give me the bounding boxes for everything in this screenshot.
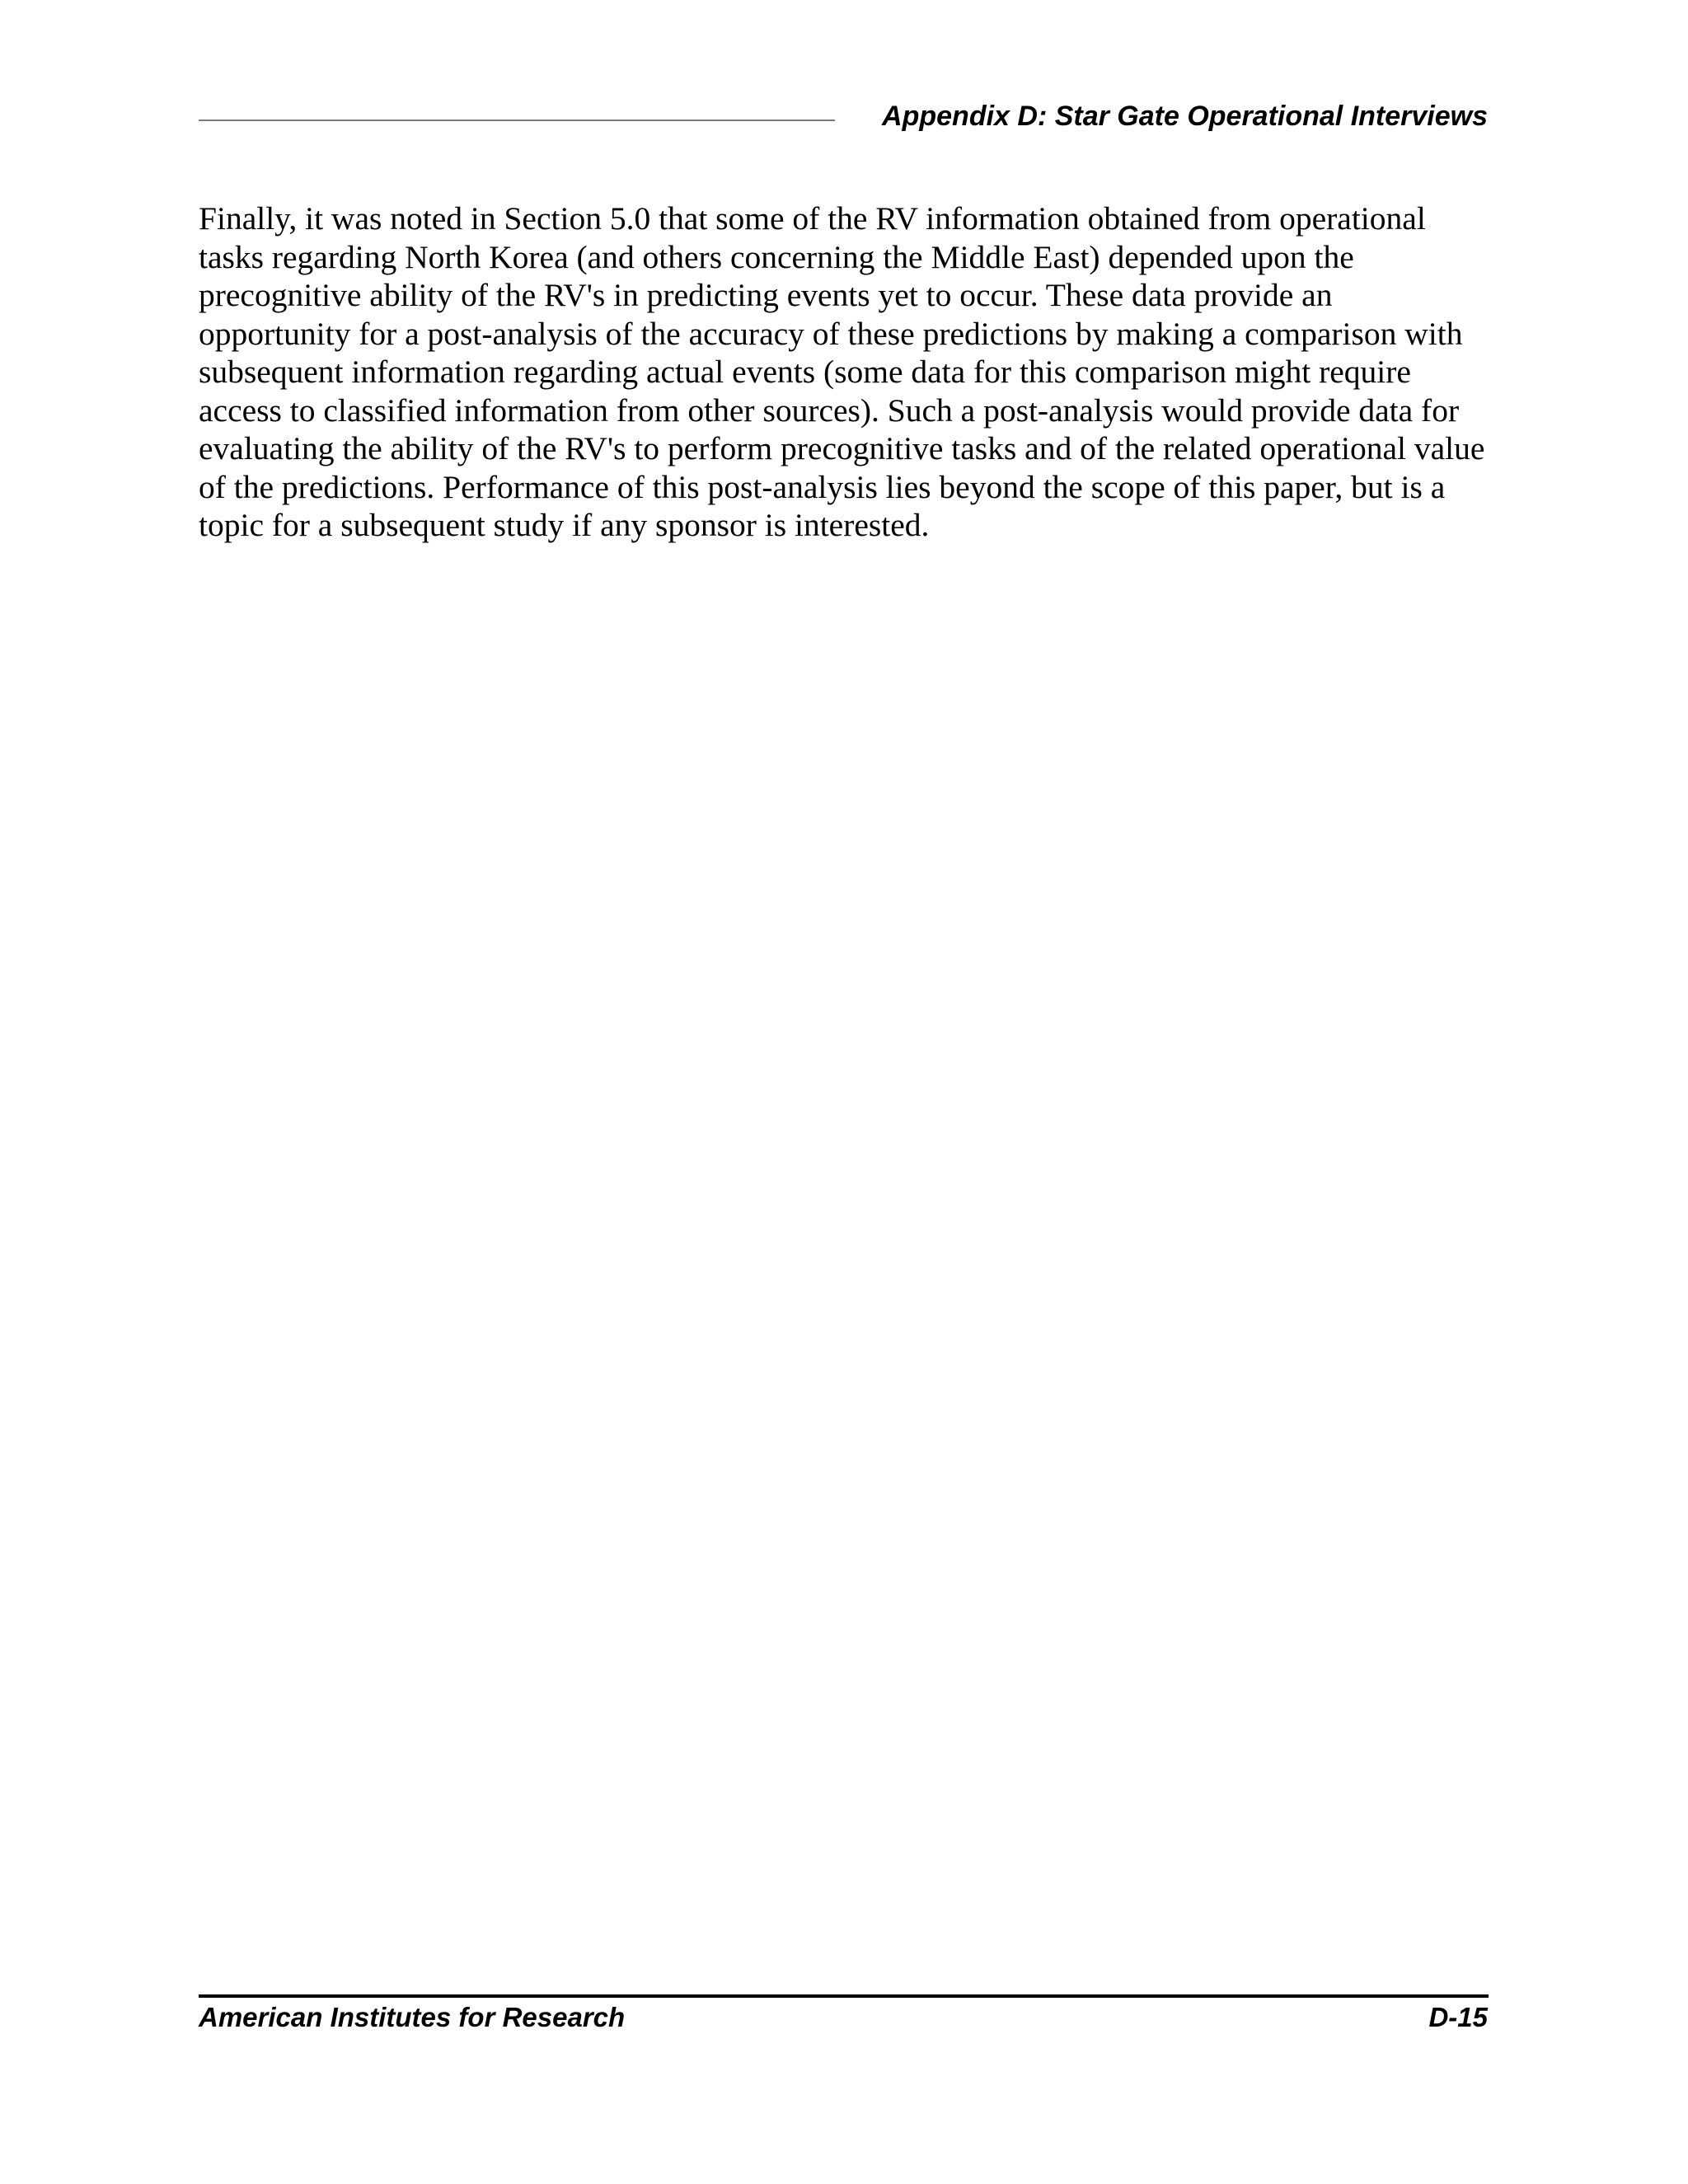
header-rule — [199, 120, 835, 121]
body-paragraph: Finally, it was noted in Section 5.0 that some of the RV information obtained from operational tasks regarding North Korea (and others concerning the Middle East) depended upon the precognitive ability of the RV's in predicting events yet to occur. These data provide an opportunity for a post-analysis of the accuracy of these predictions by making a comparison with subsequent information regarding actual events (some data for this comparison might require access to classified information from other sources). Such a post-analysis would provide data for evaluating the ability of the RV's to perform precognitive tasks and of the related operational value of the predictions. Performance of this post-analysis lies beyond the scope of this paper, but is a topic for a subsequent study if any sponsor is interested. — [199, 200, 1485, 543]
footer-rule — [199, 1994, 1489, 1998]
footer-page-number: D-15 — [1428, 2002, 1488, 2032]
footer-organization: American Institutes for Research — [199, 2002, 626, 2032]
running-header-title: Appendix D: Star Gate Operational Interviews — [882, 101, 1488, 132]
